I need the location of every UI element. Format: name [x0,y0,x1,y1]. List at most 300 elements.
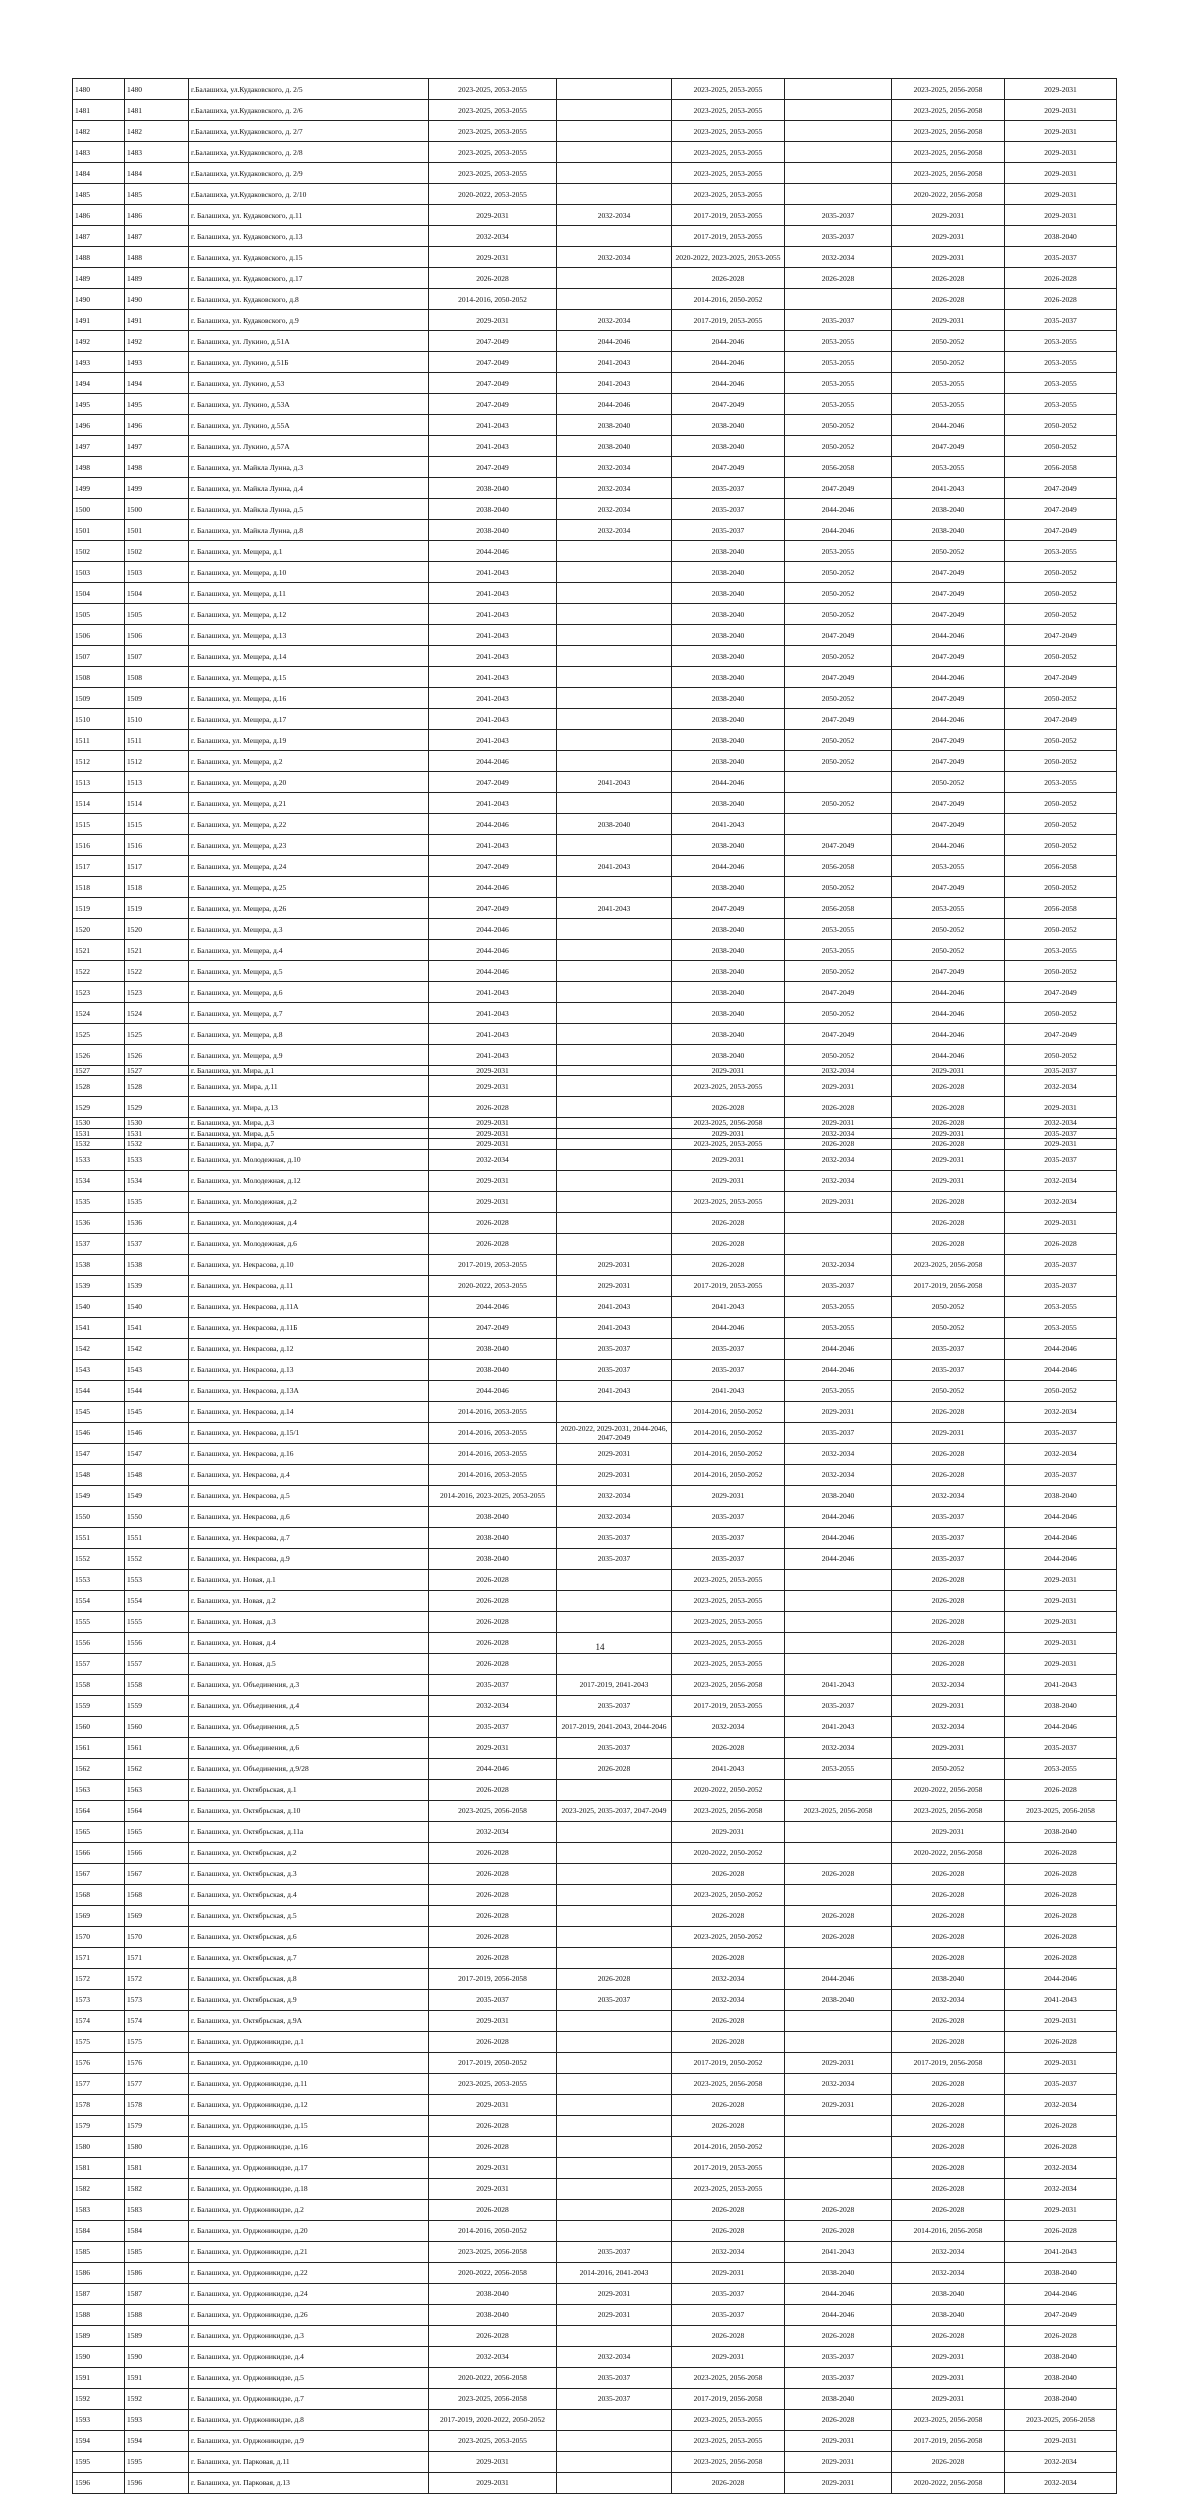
work-period-4-cell: 2050-2052 [785,436,892,457]
work-period-1-cell: 2017-2019, 2020-2022, 2050-2052 [429,2409,557,2430]
work-period-2-cell [557,625,672,646]
work-period-6-cell: 2026-2028 [1005,1863,1117,1884]
work-period-5-cell: 2026-2028 [892,1632,1005,1653]
house-id-cell: 1533 [125,1149,189,1170]
work-period-2-cell: 2014-2016, 2041-2043 [557,2262,672,2283]
row-number-cell: 1494 [73,373,125,394]
address-cell: г. Балашиха, ул. Мещера, д.4 [189,940,429,961]
work-period-6-cell: 2029-2031 [1005,205,1117,226]
address-cell: г. Балашиха, ул. Кудаковского, д.8 [189,289,429,310]
work-period-5-cell: 2026-2028 [892,268,1005,289]
work-period-3-cell: 2029-2031 [672,1149,785,1170]
work-period-3-cell: 2038-2040 [672,667,785,688]
row-number-cell: 1564 [73,1800,125,1821]
work-period-3-cell: 2014-2016, 2050-2052 [672,1422,785,1443]
work-period-6-cell: 2050-2052 [1005,730,1117,751]
row-number-cell: 1576 [73,2052,125,2073]
work-period-1-cell: 2038-2040 [429,1506,557,1527]
work-period-4-cell: 2026-2028 [785,2220,892,2241]
row-number-cell: 1547 [73,1443,125,1464]
table-row [73,1884,1117,1905]
table-row [73,1506,1117,1527]
table-row [73,2451,1117,2472]
work-period-6-cell: 2053-2055 [1005,772,1117,793]
work-period-5-cell: 2026-2028 [892,1464,1005,1485]
row-number-cell: 1532 [73,1139,125,1149]
work-period-5-cell: 2026-2028 [892,2010,1005,2031]
work-period-5-cell: 2026-2028 [892,1569,1005,1590]
work-period-6-cell: 2044-2046 [1005,1506,1117,1527]
work-period-5-cell: 2020-2022, 2056-2058 [892,1842,1005,1863]
work-period-6-cell: 2029-2031 [1005,2010,1117,2031]
row-number-cell: 1531 [73,1128,125,1138]
work-period-1-cell: 2026-2028 [429,2136,557,2157]
work-period-6-cell: 2050-2052 [1005,1380,1117,1401]
work-period-1-cell: 2047-2049 [429,856,557,877]
row-number-cell: 1555 [73,1611,125,1632]
work-period-5-cell: 2026-2028 [892,2157,1005,2178]
work-period-6-cell: 2029-2031 [1005,142,1117,163]
work-period-5-cell: 2038-2040 [892,2283,1005,2304]
work-period-1-cell: 2026-2028 [429,1779,557,1800]
address-cell: г. Балашиха, ул. Новая, д.4 [189,1632,429,1653]
work-period-2-cell: 2044-2046 [557,394,672,415]
house-id-cell: 1566 [125,1842,189,1863]
address-cell: г. Балашиха, ул. Мира, д.13 [189,1097,429,1118]
address-cell: г. Балашиха, ул. Мира, д.1 [189,1066,429,1076]
work-period-3-cell: 2014-2016, 2050-2052 [672,289,785,310]
work-period-3-cell: 2029-2031 [672,1170,785,1191]
table-row [73,1443,1117,1464]
table-row [73,1191,1117,1212]
work-period-5-cell: 2038-2040 [892,1968,1005,1989]
work-period-3-cell: 2023-2025, 2050-2052 [672,1884,785,1905]
work-period-6-cell: 2041-2043 [1005,2241,1117,2262]
work-period-2-cell: 2026-2028 [557,1758,672,1779]
work-period-3-cell: 2017-2019, 2053-2055 [672,310,785,331]
work-period-4-cell [785,184,892,205]
work-period-6-cell: 2050-2052 [1005,583,1117,604]
work-period-3-cell: 2026-2028 [672,2472,785,2493]
table-row [73,1737,1117,1758]
table-row [73,2241,1117,2262]
work-period-5-cell: 2047-2049 [892,793,1005,814]
work-period-3-cell: 2032-2034 [672,1989,785,2010]
work-period-3-cell: 2026-2028 [672,2094,785,2115]
row-number-cell: 1586 [73,2262,125,2283]
table-row [73,604,1117,625]
address-cell: г. Балашиха, ул. Лукино, д.55А [189,415,429,436]
house-id-cell: 1596 [125,2472,189,2493]
row-number-cell: 1550 [73,1506,125,1527]
work-period-6-cell: 2035-2037 [1005,1128,1117,1138]
work-period-2-cell [557,2472,672,2493]
work-period-4-cell: 2044-2046 [785,2283,892,2304]
table-row [73,121,1117,142]
table-row [73,1097,1117,1118]
row-number-cell: 1567 [73,1863,125,1884]
table-row [73,940,1117,961]
address-cell: г. Балашиха, ул. Майкла Лунна, д.5 [189,499,429,520]
work-period-1-cell: 2023-2025, 2053-2055 [429,163,557,184]
work-period-1-cell: 2038-2040 [429,1548,557,1569]
work-period-3-cell: 2038-2040 [672,436,785,457]
table-row [73,1863,1117,1884]
work-period-3-cell: 2038-2040 [672,940,785,961]
row-number-cell: 1481 [73,100,125,121]
work-period-4-cell: 2032-2034 [785,1737,892,1758]
work-period-6-cell: 2032-2034 [1005,2094,1117,2115]
work-period-6-cell: 2038-2040 [1005,1695,1117,1716]
work-period-2-cell [557,2430,672,2451]
address-cell: г. Балашиха, ул. Октябрьская, д.4 [189,1884,429,1905]
work-period-5-cell: 2026-2028 [892,1905,1005,1926]
work-period-3-cell: 2023-2025, 2056-2058 [672,1118,785,1128]
house-id-cell: 1519 [125,898,189,919]
row-number-cell: 1533 [73,1149,125,1170]
work-period-6-cell: 2032-2034 [1005,1191,1117,1212]
address-cell: г. Балашиха, ул. Майкла Лунна, д.3 [189,457,429,478]
row-number-cell: 1518 [73,877,125,898]
house-id-cell: 1496 [125,415,189,436]
table-row [73,1758,1117,1779]
address-cell: г. Балашиха, ул. Мещера, д.26 [189,898,429,919]
row-number-cell: 1487 [73,226,125,247]
work-period-2-cell [557,2115,672,2136]
work-period-2-cell [557,1611,672,1632]
work-period-1-cell: 2029-2031 [429,1066,557,1076]
house-id-cell: 1593 [125,2409,189,2430]
work-period-5-cell: 2026-2028 [892,2451,1005,2472]
row-number-cell: 1495 [73,394,125,415]
work-period-1-cell: 2023-2025, 2053-2055 [429,121,557,142]
house-id-cell: 1498 [125,457,189,478]
address-cell: г. Балашиха, ул. Мещера, д.8 [189,1024,429,1045]
work-period-1-cell: 2029-2031 [429,2451,557,2472]
work-period-3-cell: 2023-2025, 2053-2055 [672,1191,785,1212]
table-row [73,1590,1117,1611]
table-row [73,436,1117,457]
work-period-2-cell [557,541,672,562]
house-id-cell: 1490 [125,289,189,310]
table-row [73,1569,1117,1590]
table-row [73,79,1117,100]
house-id-cell: 1539 [125,1275,189,1296]
table-row [73,184,1117,205]
work-period-1-cell: 2014-2016, 2023-2025, 2053-2055 [429,1485,557,1506]
table-row [73,730,1117,751]
house-id-cell: 1495 [125,394,189,415]
table-row [73,268,1117,289]
work-period-2-cell [557,2451,672,2472]
work-period-5-cell: 2050-2052 [892,1380,1005,1401]
work-period-3-cell: 2020-2022, 2050-2052 [672,1842,785,1863]
work-period-3-cell: 2026-2028 [672,2115,785,2136]
work-period-1-cell: 2026-2028 [429,1926,557,1947]
work-period-1-cell: 2014-2016, 2053-2055 [429,1464,557,1485]
work-period-5-cell: 2029-2031 [892,310,1005,331]
address-cell: г. Балашиха, ул. Орджоникидзе, д.3 [189,2325,429,2346]
work-period-4-cell: 2029-2031 [785,1118,892,1128]
work-period-5-cell: 2035-2037 [892,1338,1005,1359]
work-period-5-cell: 2032-2034 [892,2262,1005,2283]
work-period-2-cell [557,1884,672,1905]
work-period-1-cell: 2041-2043 [429,1003,557,1024]
work-period-6-cell: 2038-2040 [1005,2388,1117,2409]
work-period-4-cell: 2026-2028 [785,1139,892,1149]
table-row [73,814,1117,835]
table-row [73,310,1117,331]
row-number-cell: 1562 [73,1758,125,1779]
work-period-1-cell: 2041-2043 [429,835,557,856]
work-period-2-cell: 2038-2040 [557,415,672,436]
work-period-1-cell: 2020-2022, 2056-2058 [429,2262,557,2283]
address-cell: г. Балашиха, ул. Лукино, д.53 [189,373,429,394]
work-period-6-cell: 2056-2058 [1005,856,1117,877]
work-period-5-cell: 2053-2055 [892,856,1005,877]
work-period-3-cell: 2035-2037 [672,478,785,499]
work-period-2-cell [557,1045,672,1066]
row-number-cell: 1491 [73,310,125,331]
house-id-cell: 1499 [125,478,189,499]
work-period-1-cell: 2035-2037 [429,1716,557,1737]
work-period-3-cell: 2047-2049 [672,394,785,415]
work-period-5-cell: 2026-2028 [892,1212,1005,1233]
house-id-cell: 1589 [125,2325,189,2346]
work-period-6-cell: 2032-2034 [1005,1118,1117,1128]
house-id-cell: 1523 [125,982,189,1003]
work-period-6-cell: 2029-2031 [1005,1590,1117,1611]
address-cell: г. Балашиха, ул. Кудаковского, д.11 [189,205,429,226]
work-period-5-cell: 2047-2049 [892,961,1005,982]
work-period-4-cell: 2053-2055 [785,919,892,940]
table-row [73,1779,1117,1800]
work-period-1-cell: 2041-2043 [429,793,557,814]
work-period-5-cell: 2026-2028 [892,2115,1005,2136]
address-cell: г. Балашиха, ул. Мещера, д.25 [189,877,429,898]
work-period-6-cell: 2047-2049 [1005,709,1117,730]
work-period-3-cell: 2023-2025, 2053-2055 [672,121,785,142]
work-period-4-cell: 2050-2052 [785,751,892,772]
address-cell: г. Балашиха, ул. Орджоникидзе, д.5 [189,2367,429,2388]
address-cell: г. Балашиха, ул. Мещера, д.1 [189,541,429,562]
address-cell: г. Балашиха, ул. Некрасова, д.4 [189,1464,429,1485]
work-period-3-cell: 2038-2040 [672,982,785,1003]
table-row [73,1275,1117,1296]
house-id-cell: 1518 [125,877,189,898]
work-period-3-cell: 2035-2037 [672,1506,785,1527]
work-period-1-cell: 2014-2016, 2053-2055 [429,1443,557,1464]
work-period-2-cell [557,289,672,310]
address-cell: г. Балашиха, ул. Лукино, д.51Б [189,352,429,373]
work-period-6-cell: 2026-2028 [1005,268,1117,289]
work-period-5-cell: 2014-2016, 2056-2058 [892,2220,1005,2241]
work-period-1-cell: 2020-2022, 2053-2055 [429,184,557,205]
work-period-5-cell: 2023-2025, 2056-2058 [892,79,1005,100]
address-cell: г. Балашиха, ул. Октябрьская, д.1 [189,1779,429,1800]
row-number-cell: 1588 [73,2304,125,2325]
address-cell: г. Балашиха, ул. Мира, д.5 [189,1128,429,1138]
table-row [73,583,1117,604]
row-number-cell: 1486 [73,205,125,226]
address-cell: г. Балашиха, ул. Мещера, д.2 [189,751,429,772]
work-period-1-cell: 2047-2049 [429,331,557,352]
address-cell: г. Балашиха, ул. Молодежная, д.4 [189,1212,429,1233]
table-row [73,1149,1117,1170]
work-period-5-cell: 2026-2028 [892,1590,1005,1611]
work-period-6-cell: 2029-2031 [1005,79,1117,100]
work-period-6-cell: 2026-2028 [1005,2325,1117,2346]
work-period-1-cell: 2038-2040 [429,1338,557,1359]
house-id-cell: 1492 [125,331,189,352]
work-period-6-cell: 2053-2055 [1005,940,1117,961]
table-row [73,1024,1117,1045]
house-id-cell: 1502 [125,541,189,562]
house-id-cell: 1522 [125,961,189,982]
address-cell: г. Балашиха, ул. Мира, д.11 [189,1076,429,1097]
work-period-2-cell [557,2031,672,2052]
work-period-5-cell: 2035-2037 [892,1359,1005,1380]
house-id-cell: 1488 [125,247,189,268]
row-number-cell: 1572 [73,1968,125,1989]
page-number: 14 [595,1642,605,1652]
row-number-cell: 1542 [73,1338,125,1359]
work-period-4-cell: 2026-2028 [785,1863,892,1884]
house-id-cell: 1534 [125,1170,189,1191]
address-cell: г. Балашиха, ул. Мещера, д.7 [189,1003,429,1024]
work-period-1-cell: 2044-2046 [429,1296,557,1317]
work-period-2-cell [557,1401,672,1422]
work-period-2-cell: 2017-2019, 2041-2043 [557,1674,672,1695]
work-period-4-cell: 2032-2034 [785,247,892,268]
work-period-4-cell: 2023-2025, 2056-2058 [785,1800,892,1821]
work-period-4-cell: 2047-2049 [785,478,892,499]
house-id-cell: 1514 [125,793,189,814]
work-period-4-cell: 2041-2043 [785,1674,892,1695]
work-period-6-cell: 2047-2049 [1005,1024,1117,1045]
work-period-3-cell: 2029-2031 [672,1485,785,1506]
work-period-3-cell: 2035-2037 [672,1527,785,1548]
work-period-4-cell: 2029-2031 [785,2451,892,2472]
work-period-4-cell [785,2136,892,2157]
table-row [73,2472,1117,2493]
row-number-cell: 1580 [73,2136,125,2157]
address-cell: г. Балашиха, ул. Мира, д.7 [189,1139,429,1149]
work-period-4-cell: 2026-2028 [785,1097,892,1118]
work-period-2-cell [557,2157,672,2178]
work-period-4-cell: 2050-2052 [785,604,892,625]
work-period-5-cell: 2035-2037 [892,1527,1005,1548]
work-period-6-cell: 2044-2046 [1005,1968,1117,1989]
house-id-cell: 1548 [125,1464,189,1485]
address-cell: г. Балашиха, ул. Мещера, д.14 [189,646,429,667]
table-row [73,457,1117,478]
table-row [73,2178,1117,2199]
work-period-2-cell: 2041-2043 [557,1380,672,1401]
work-period-4-cell: 2035-2037 [785,2346,892,2367]
house-id-cell: 1494 [125,373,189,394]
work-period-3-cell: 2044-2046 [672,1317,785,1338]
work-period-4-cell [785,772,892,793]
row-number-cell: 1566 [73,1842,125,1863]
work-period-6-cell: 2041-2043 [1005,1674,1117,1695]
work-period-3-cell: 2026-2028 [672,1905,785,1926]
row-number-cell: 1505 [73,604,125,625]
work-period-1-cell: 2032-2034 [429,1149,557,1170]
work-period-5-cell: 2044-2046 [892,625,1005,646]
house-id-cell: 1579 [125,2115,189,2136]
work-period-4-cell: 2044-2046 [785,520,892,541]
table-row [73,1800,1117,1821]
work-period-1-cell: 2041-2043 [429,730,557,751]
work-period-5-cell: 2041-2043 [892,478,1005,499]
house-id-cell: 1536 [125,1212,189,1233]
work-period-1-cell: 2038-2040 [429,499,557,520]
work-period-3-cell: 2038-2040 [672,919,785,940]
work-period-3-cell: 2023-2025, 2053-2055 [672,1569,785,1590]
house-id-cell: 1549 [125,1485,189,1506]
work-period-2-cell [557,100,672,121]
work-period-1-cell: 2032-2034 [429,1821,557,1842]
address-cell: г. Балашиха, ул. Некрасова, д.11А [189,1296,429,1317]
work-period-3-cell: 2026-2028 [672,1097,785,1118]
work-period-5-cell: 2023-2025, 2056-2058 [892,121,1005,142]
work-period-3-cell: 2038-2040 [672,751,785,772]
work-period-3-cell: 2038-2040 [672,415,785,436]
table-row [73,1317,1117,1338]
address-cell: г. Балашиха, ул. Молодежная, д.2 [189,1191,429,1212]
work-period-3-cell: 2038-2040 [672,688,785,709]
house-id-cell: 1532 [125,1139,189,1149]
work-period-6-cell: 2032-2034 [1005,1443,1117,1464]
work-period-1-cell: 2041-2043 [429,667,557,688]
row-number-cell: 1492 [73,331,125,352]
work-period-6-cell: 2029-2031 [1005,1653,1117,1674]
work-period-2-cell: 2032-2034 [557,478,672,499]
work-period-2-cell [557,1821,672,1842]
house-id-cell: 1487 [125,226,189,247]
work-period-6-cell: 2044-2046 [1005,1527,1117,1548]
house-id-cell: 1563 [125,1779,189,1800]
table-row [73,541,1117,562]
work-period-5-cell: 2047-2049 [892,688,1005,709]
work-period-2-cell: 2044-2046 [557,331,672,352]
row-number-cell: 1535 [73,1191,125,1212]
work-period-5-cell: 2029-2031 [892,226,1005,247]
work-period-6-cell: 2050-2052 [1005,793,1117,814]
work-period-6-cell: 2053-2055 [1005,373,1117,394]
house-id-cell: 1505 [125,604,189,625]
table-row [73,1170,1117,1191]
work-period-1-cell: 2017-2019, 2053-2055 [429,1254,557,1275]
work-period-4-cell: 2038-2040 [785,2262,892,2283]
address-cell: г. Балашиха, ул. Октябрьская, д.8 [189,1968,429,1989]
work-period-6-cell: 2029-2031 [1005,163,1117,184]
work-period-5-cell: 2026-2028 [892,1191,1005,1212]
row-number-cell: 1578 [73,2094,125,2115]
work-period-4-cell: 2032-2034 [785,1464,892,1485]
work-period-3-cell: 2038-2040 [672,604,785,625]
work-period-1-cell: 2029-2031 [429,2472,557,2493]
work-period-6-cell: 2044-2046 [1005,2283,1117,2304]
address-cell: г. Балашиха, ул. Некрасова, д.10 [189,1254,429,1275]
work-period-1-cell: 2047-2049 [429,373,557,394]
work-period-6-cell: 2038-2040 [1005,2346,1117,2367]
house-id-cell: 1480 [125,79,189,100]
work-period-3-cell: 2029-2031 [672,2262,785,2283]
work-period-3-cell: 2023-2025, 2056-2058 [672,2367,785,2388]
address-cell: г. Балашиха, ул. Орджоникидзе, д.22 [189,2262,429,2283]
